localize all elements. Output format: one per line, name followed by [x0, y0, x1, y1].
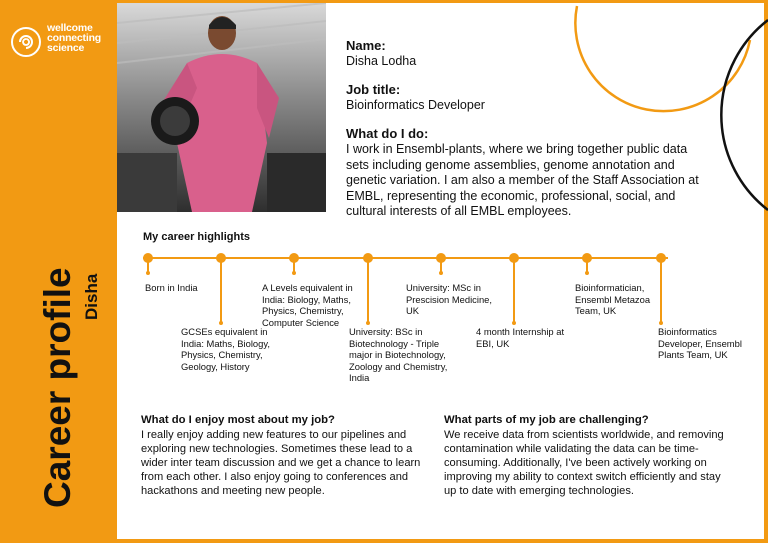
timeline-dot [436, 253, 446, 263]
brand-wordmark: wellcome connecting science [47, 22, 102, 54]
name-value: Disha Lodha [346, 54, 417, 68]
timeline-stem-end [366, 321, 370, 325]
challenging-heading: What parts of my job are challenging? [444, 414, 649, 426]
timeline-dot [656, 253, 666, 263]
what-text: I work in Ensembl-plants, where we bring together public data sets including genome assemblies, genome annotation and genetic variation. I am also a member of the Staff Association at EMBL, representing the economic, professional, social, and cultural interests of all EMBL employees. [346, 142, 699, 218]
career-highlight-label: Bioinformatician, Ensembl Metazoa Team, UK [575, 282, 651, 316]
challenging-text: We receive data from scientists worldwide, and removing contamination while validating the data can be time-consuming. Additionally, I've been actively working on improving my ability to context switch efficiently and stay up to date with emerging technologies. [444, 429, 724, 497]
timeline-dot [289, 253, 299, 263]
enjoy-text: I really enjoy adding new features to our pipelines and exploring new technologies. Sometimes these lead to a wider inter team discussion and we get a chance to learn from each other. I also enjoy going to conferences and hackathons and meeting new people. [141, 429, 421, 497]
challenging-section [444, 413, 734, 498]
name-heading: Name: [346, 38, 386, 53]
career-highlight-label: GCSEs equivalent in India: Maths, Biology, Physics, Chemistry, Geology, History [181, 326, 270, 372]
timeline-stem-end [219, 321, 223, 325]
career-highlight-label: 4 month Internship at EBI, UK [476, 326, 565, 349]
highlights-title: My career highlights [143, 231, 250, 243]
career-highlight-label: University: MSc in Prescision Medicine, UK [406, 282, 492, 316]
enjoy-section [141, 413, 426, 498]
career-highlight-label: Bioinformatics Developer, Ensembl Plants Team, UK [658, 326, 742, 360]
career-highlight-label: Born in India [145, 282, 198, 293]
timeline-stem-end [439, 271, 443, 275]
career-highlight-label: University: BSc in Biotechnology - Triple major in Biotechnology, Zoology and Chemistry, India [349, 326, 448, 383]
job-value: Bioinformatics Developer [346, 98, 485, 112]
career-highlight-label: A Levels equivalent in India: Biology, Maths, Physics, Chemistry, Computer Science [262, 282, 353, 328]
timeline-dot [143, 253, 153, 263]
career-profile-title: Career profile [37, 267, 78, 508]
timeline-stem-end [146, 271, 150, 275]
job-heading: Job title: [346, 82, 401, 97]
timeline-dot [509, 253, 519, 263]
timeline-dot [363, 253, 373, 263]
enjoy-heading: What do I enjoy most about my job? [141, 414, 335, 426]
timeline-stem-end [659, 321, 663, 325]
timeline-dot [582, 253, 592, 263]
what-heading: What do I do: [346, 126, 429, 141]
timeline-stem-end [512, 321, 516, 325]
profile-first-name: Disha [82, 273, 101, 320]
timeline-dot [216, 253, 226, 263]
timeline-stem-end [585, 271, 589, 275]
timeline-stem-end [292, 271, 296, 275]
